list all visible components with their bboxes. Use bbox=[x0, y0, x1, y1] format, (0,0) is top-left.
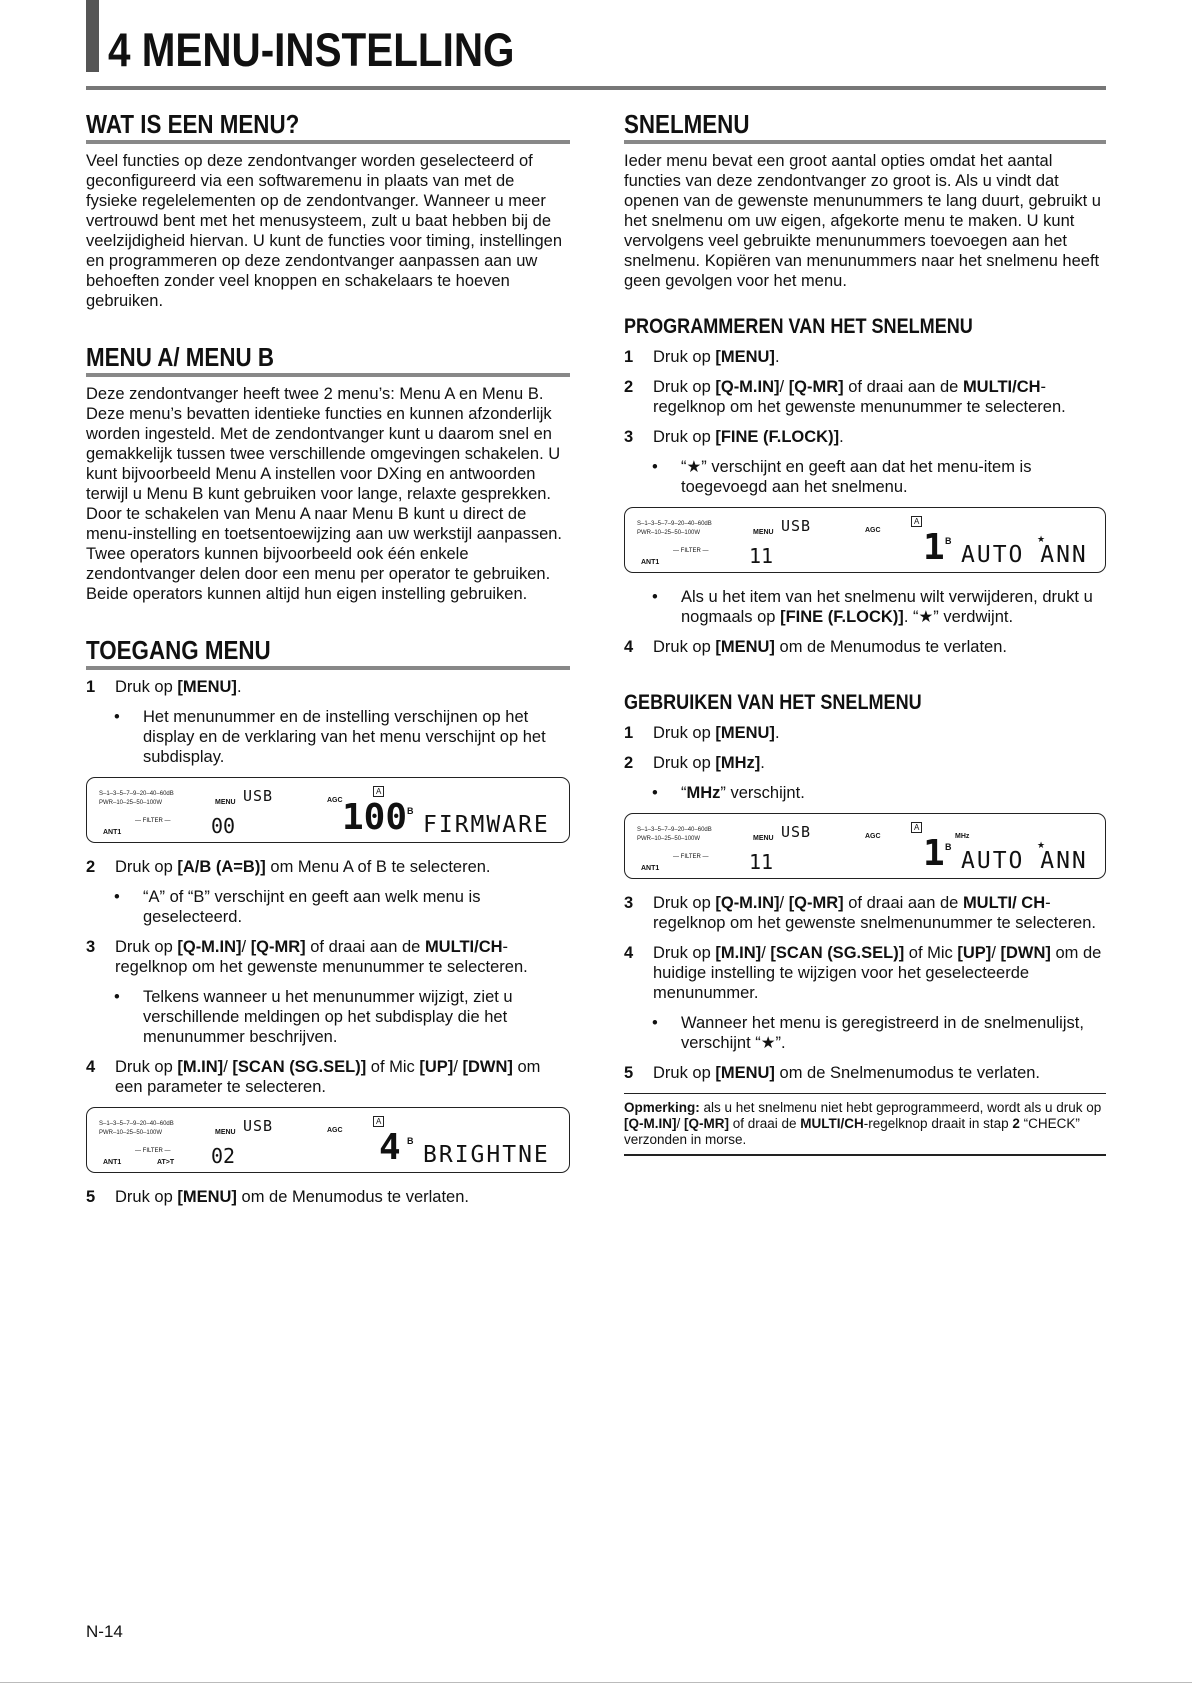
note-box: Opmerking: als u het snelmenu niet hebt geprogrammeerd, wordt als u druk op [Q-M.IN]/ [Q-MR] of draai de MULTI/CH-regelknop draait in stap 2 “CHECK” verzonden in morse. bbox=[624, 1098, 1106, 1156]
chapter-bar bbox=[86, 0, 99, 72]
step-item: 1 Druk op [MENU]. bbox=[624, 724, 780, 742]
step-item: 4 Druk op [M.IN]/ [SCAN (SG.SEL)] of Mic [UP]/ [DWN] om de huidige instelling te wijzigen voor het geselecteerde menunummer. bbox=[624, 944, 1102, 1002]
page-number: N-14 bbox=[86, 1622, 123, 1641]
right-column bbox=[624, 108, 1106, 1156]
chapter-title: 4 MENU-INSTELLING bbox=[108, 23, 515, 76]
section-body: Deze zendontvanger heeft twee 2 menu’s: Menu A en Menu B. Deze menu’s bevatten identieke functies en kunnen afzonderlijk worden ingesteld. Met de zendontvanger kunt u daarom snel en gemakkelijk tussen twee verschillende omgevingen schakelen. U kunt bijvoorbeeld Menu A instellen voor DXing en antwoorden terwijl u Menu B kunt gebruiken voor lange, relaxte gesprekken. Door te schakelen van Menu A naar Menu B kunt u direct de menu-instelling en toetsentoewijzing aan uw werkstijl aanpassen. Twee operators kunnen bijvoorbeeld ook één enkele zendontvanger delen door een menu per operator te gebruiken. Beide operators kunnen altijd hun eigen instelling gebruiken. bbox=[86, 385, 563, 603]
lcd-display: S–1–3–5–7–9–20–40–60dB PWR–10–25–50–100W MENU USB AGC A MHz — FILTER — 11 ANT1 1 B ★ AUTO ANN bbox=[624, 813, 1106, 879]
section-rule bbox=[624, 140, 1106, 144]
section-body: Veel functies op deze zendontvanger worden geselecteerd of geconfigureerd via een softwaremenu in plaats van met de fysieke regelelementen op de zendontvanger. Wanneer u meer vertrouwd bent met het menusysteem, zult u baat hebben bij de veelzijdigheid hiervan. U kunt de functies voor timing, instellingen en programmeren op deze zendontvanger aanpassen aan uw behoeften zonder veel knoppen en schakelaars te hoeven gebruiken. bbox=[86, 152, 563, 310]
bullet-item: • Telkens wanneer u het menunummer wijzigt, ziet u verschillende meldingen op het subdisplay die het menunummer beschrijven. bbox=[114, 988, 513, 1046]
bottom-rule bbox=[0, 1682, 1192, 1683]
step-item: 3 Druk op [FINE (F.LOCK)]. bbox=[624, 428, 844, 446]
bullet-item: • “MHz” verschijnt. bbox=[652, 784, 805, 802]
section-title-menu-a-b: MENU A/ MENU B bbox=[86, 342, 274, 372]
star-icon: ★ bbox=[1037, 534, 1046, 544]
lcd-display: S–1–3–5–7–9–20–40–60dB PWR–10–25–50–100W MENU USB AGC A — FILTER — 02 ANT1 AT>T 4 B BRIGHTNE bbox=[86, 1107, 570, 1173]
subsection-title-gebruiken: GEBRUIKEN VAN HET SNELMENU bbox=[624, 691, 922, 714]
section-rule bbox=[86, 373, 570, 377]
left-column bbox=[86, 108, 570, 1217]
section-title-wat-is-een-menu: WAT IS EEN MENU? bbox=[86, 109, 300, 139]
step-item: 2 Druk op [A/B (A=B)] om Menu A of B te selecteren. bbox=[86, 858, 491, 876]
step-item: 3 Druk op [Q-M.IN]/ [Q-MR] of draai aan de MULTI/ CH-regelknop om het gewenste snelmenunummer te selecteren. bbox=[624, 894, 1096, 932]
step-item: 2 Druk op [MHz]. bbox=[624, 754, 765, 772]
bullet-item: • Als u het item van het snelmenu wilt verwijderen, drukt u nogmaals op [FINE (F.LOCK)]. “★” verdwijnt. bbox=[652, 588, 1093, 626]
step-item: 1 Druk op [MENU]. bbox=[624, 348, 780, 366]
step-item: 3 Druk op [Q-M.IN]/ [Q-MR] of draai aan de MULTI/CH-regelknop om het gewenste menunummer te selecteren. bbox=[86, 938, 528, 976]
star-icon: ★ bbox=[1037, 840, 1046, 850]
section-body: Ieder menu bevat een groot aantal opties omdat het aantal functies van deze zendontvanger zo groot is. Als u vindt dat openen van de gewenste menunummers te lang duurt, gebruikt u het snelmenu om uw eigen, afgekorte menu te maken. U kunt vervolgens veel gebruikte menunummers toevoegen aan het snelmenu. Kopiëren van menunummers naar het snelmenu heeft geen gevolgen voor het menu. bbox=[624, 152, 1101, 290]
step-item: 5 Druk op [MENU] om de Menumodus te verlaten. bbox=[86, 1188, 469, 1206]
step-item: 5 Druk op [MENU] om de Snelmenumodus te verlaten. bbox=[624, 1064, 1041, 1082]
step-item: 1 Druk op [MENU]. bbox=[86, 678, 242, 696]
section-title-snelmenu: SNELMENU bbox=[624, 109, 750, 139]
step-item: 4 Druk op [MENU] om de Menumodus te verlaten. bbox=[624, 638, 1007, 656]
step-item: 4 Druk op [M.IN]/ [SCAN (SG.SEL)] of Mic [UP]/ [DWN] om een parameter te selecteren. bbox=[86, 1058, 541, 1096]
lcd-display: S–1–3–5–7–9–20–40–60dB PWR–10–25–50–100W MENU USB AGC A — FILTER — 00 ANT1 100 B FIRMWARE bbox=[86, 777, 570, 843]
section-rule bbox=[86, 666, 570, 670]
lcd-display: S–1–3–5–7–9–20–40–60dB PWR–10–25–50–100W MENU USB AGC A — FILTER — 11 ANT1 1 B ★ AUTO ANN bbox=[624, 507, 1106, 573]
bullet-item: • Het menunummer en de instelling verschijnen op het display en de verklaring van het menu verschijnt op het subdisplay. bbox=[114, 708, 546, 766]
section-title-toegang-menu: TOEGANG MENU bbox=[86, 635, 271, 665]
bullet-item: • Wanneer het menu is geregistreerd in de snelmenulijst, verschijnt “★”. bbox=[652, 1014, 1084, 1052]
section-rule bbox=[86, 140, 570, 144]
bullet-item: • “★” verschijnt en geeft aan dat het menu-item is toegevoegd aan het snelmenu. bbox=[652, 458, 1032, 496]
bullet-item: • “A” of “B” verschijnt en geeft aan welk menu is geselecteerd. bbox=[114, 888, 481, 926]
chapter-rule bbox=[86, 86, 1106, 90]
subsection-title-programmeren: PROGRAMMEREN VAN HET SNELMENU bbox=[624, 315, 973, 338]
step-item: 2 Druk op [Q-M.IN]/ [Q-MR] of draai aan de MULTI/CH-regelknop om het gewenste menunummer te selecteren. bbox=[624, 378, 1066, 416]
